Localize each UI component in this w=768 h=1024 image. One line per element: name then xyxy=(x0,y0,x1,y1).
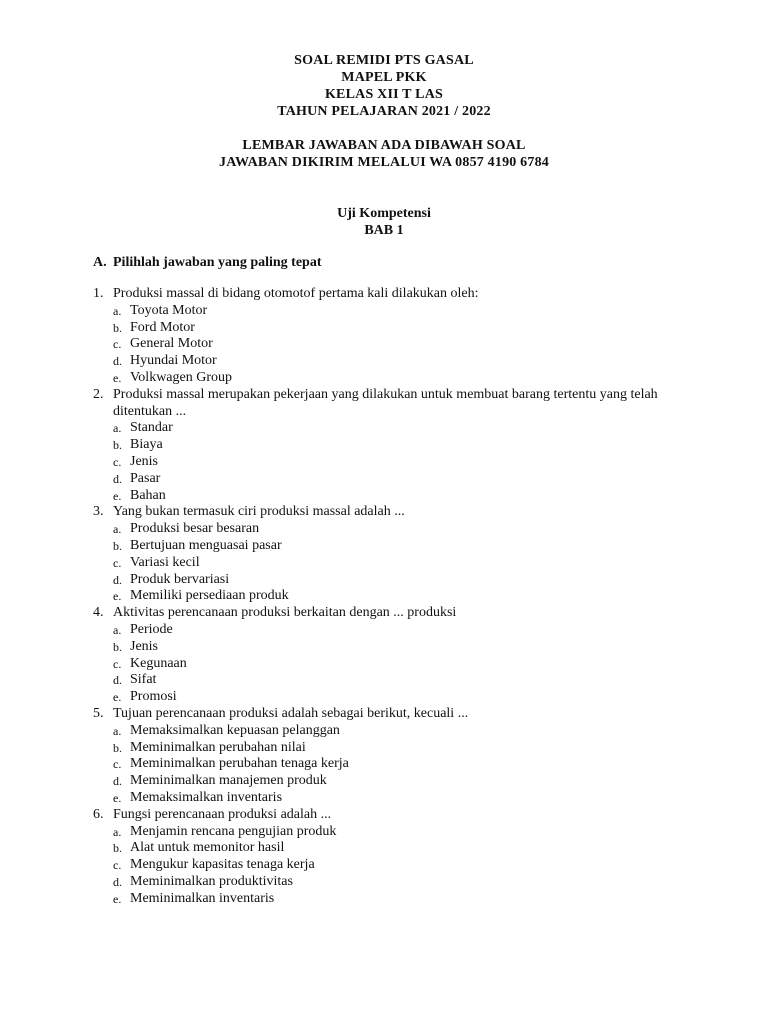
question-item xyxy=(93,807,693,908)
option-text: Alat untuk memonitor hasil xyxy=(130,840,285,856)
header-spacer xyxy=(0,120,768,137)
option-text: Meminimalkan perubahan nilai xyxy=(130,739,306,755)
document-header xyxy=(0,52,768,171)
question-item xyxy=(93,706,693,807)
question-number: 3. xyxy=(93,504,104,520)
option-text: Meminimalkan perubahan tenaga kerja xyxy=(130,756,349,772)
option-text: Hyundai Motor xyxy=(130,353,217,369)
header-subject: MAPEL PKK xyxy=(341,70,427,85)
question-row xyxy=(93,807,693,824)
option-text: Volkwagen Group xyxy=(130,369,233,385)
option-item xyxy=(113,303,693,320)
option-list xyxy=(113,303,693,387)
option-text: Mengukur kapasitas tenaga kerja xyxy=(130,857,315,873)
option-letter: d. xyxy=(113,471,122,486)
header-title: SOAL REMIDI PTS GASAL xyxy=(294,53,474,68)
question-text: Produksi massal merupakan pekerjaan yang dilakukan untuk membuat barang tertentu yang telah ditentukan ... xyxy=(113,386,658,419)
option-item xyxy=(113,756,693,773)
option-item xyxy=(113,454,693,471)
header-class: KELAS XII T LAS xyxy=(324,87,444,102)
option-letter: e. xyxy=(113,370,122,385)
option-item xyxy=(113,891,693,908)
option-item xyxy=(113,689,693,706)
option-letter: b. xyxy=(113,639,122,654)
option-letter: d. xyxy=(113,774,122,789)
option-text: General Motor xyxy=(130,336,213,352)
option-text: Toyota Motor xyxy=(130,302,208,318)
option-text: Jenis xyxy=(130,453,158,469)
question-text: Tujuan perencanaan produksi adalah sebagai berikut, kecuali ... xyxy=(113,705,469,721)
option-item xyxy=(113,572,693,589)
option-list xyxy=(113,824,693,908)
option-item xyxy=(113,488,693,505)
option-list xyxy=(113,521,693,605)
option-letter: b. xyxy=(113,538,122,553)
option-item xyxy=(113,437,693,454)
option-item xyxy=(113,740,693,757)
option-item xyxy=(113,824,693,841)
option-letter: c. xyxy=(113,858,122,873)
option-item xyxy=(113,420,693,437)
option-letter: c. xyxy=(113,555,122,570)
option-item xyxy=(113,370,693,387)
option-list xyxy=(113,622,693,706)
option-letter: a. xyxy=(113,723,122,738)
option-item xyxy=(113,773,693,790)
header-answer-sheet-note: LEMBAR JAWABAN ADA DIBAWAH SOAL xyxy=(242,138,526,153)
option-letter: a. xyxy=(113,622,122,637)
instruction-letter: A. xyxy=(93,255,107,270)
option-item xyxy=(113,639,693,656)
option-letter: d. xyxy=(113,874,122,889)
question-row xyxy=(93,504,693,521)
option-text: Meminimalkan manajemen produk xyxy=(130,773,327,789)
option-item xyxy=(113,723,693,740)
option-text: Periode xyxy=(130,621,173,637)
option-text: Memaksimalkan kepuasan pelanggan xyxy=(130,722,340,738)
question-text: Produksi massal di bidang otomotof pertama kali dilakukan oleh: xyxy=(113,286,479,301)
option-list xyxy=(113,723,693,807)
option-text: Promosi xyxy=(130,689,177,705)
option-text: Variasi kecil xyxy=(130,554,200,570)
option-item xyxy=(113,874,693,891)
question-row xyxy=(93,286,693,303)
option-letter: c. xyxy=(113,656,122,671)
option-text: Ford Motor xyxy=(130,319,195,335)
option-list xyxy=(113,420,693,504)
option-item xyxy=(113,672,693,689)
option-item xyxy=(113,555,693,572)
option-letter: c. xyxy=(113,337,122,352)
option-text: Produk bervariasi xyxy=(130,571,230,587)
option-letter: b. xyxy=(113,841,122,856)
option-item xyxy=(113,471,693,488)
option-item xyxy=(113,353,693,370)
option-letter: c. xyxy=(113,454,122,469)
question-list xyxy=(93,286,693,907)
option-item xyxy=(113,538,693,555)
option-letter: a. xyxy=(113,522,122,537)
option-letter: a. xyxy=(113,303,122,318)
option-text: Jenis xyxy=(130,638,158,654)
section-heading xyxy=(0,205,768,239)
instruction xyxy=(93,254,322,271)
option-text: Biaya xyxy=(130,437,163,453)
option-item xyxy=(113,320,693,337)
question-number: 6. xyxy=(93,806,104,822)
option-letter: b. xyxy=(113,740,122,755)
section-title: Uji Kompetensi xyxy=(337,206,431,221)
option-item xyxy=(113,521,693,538)
question-item xyxy=(93,504,693,605)
option-text: Memaksimalkan inventaris xyxy=(130,789,283,805)
option-text: Memiliki persediaan produk xyxy=(130,588,289,604)
option-item xyxy=(113,656,693,673)
option-letter: d. xyxy=(113,354,122,369)
option-text: Bertujuan menguasai pasar xyxy=(130,537,282,553)
option-item xyxy=(113,857,693,874)
header-whatsapp-note: JAWABAN DIKIRIM MELALUI WA 0857 4190 6784 xyxy=(219,155,549,170)
option-letter: d. xyxy=(113,572,122,587)
option-letter: e. xyxy=(113,589,122,604)
option-letter: b. xyxy=(113,320,122,335)
option-item xyxy=(113,622,693,639)
option-letter: e. xyxy=(113,790,122,805)
option-text: Pasar xyxy=(130,470,161,486)
option-letter: a. xyxy=(113,824,122,839)
question-row xyxy=(93,387,693,421)
option-item xyxy=(113,840,693,857)
option-text: Menjamin rencana pengujian produk xyxy=(130,823,337,839)
option-text: Bahan xyxy=(130,487,166,503)
question-item xyxy=(93,387,693,505)
question-row xyxy=(93,706,693,723)
option-text: Produksi besar besaran xyxy=(130,521,260,537)
question-text: Yang bukan termasuk ciri produksi massal adalah ... xyxy=(113,504,405,520)
question-item xyxy=(93,286,693,387)
option-item xyxy=(113,588,693,605)
question-item xyxy=(93,605,693,706)
question-number: 4. xyxy=(93,605,104,621)
instruction-text: Pilihlah jawaban yang paling tepat xyxy=(113,255,322,270)
option-text: Kegunaan xyxy=(130,655,187,671)
question-number: 2. xyxy=(93,386,104,402)
option-text: Standar xyxy=(130,420,173,436)
option-letter: e. xyxy=(113,891,122,906)
header-school-year: TAHUN PELAJARAN 2021 / 2022 xyxy=(277,104,491,119)
option-letter: e. xyxy=(113,690,122,705)
section-subtitle: BAB 1 xyxy=(364,223,404,238)
option-letter: e. xyxy=(113,488,122,503)
option-letter: d. xyxy=(113,673,122,688)
question-number: 1. xyxy=(93,286,104,301)
question-number: 5. xyxy=(93,705,104,721)
option-letter: a. xyxy=(113,421,122,436)
option-text: Meminimalkan produktivitas xyxy=(130,873,293,889)
question-text: Aktivitas perencanaan produksi berkaitan dengan ... produksi xyxy=(113,605,457,621)
option-item xyxy=(113,790,693,807)
question-text: Fungsi perencanaan produksi adalah ... xyxy=(113,806,332,822)
option-letter: b. xyxy=(113,438,122,453)
option-text: Sifat xyxy=(130,672,157,688)
question-row xyxy=(93,605,693,622)
option-item xyxy=(113,336,693,353)
option-letter: c. xyxy=(113,757,122,772)
option-text: Meminimalkan inventaris xyxy=(130,890,275,906)
